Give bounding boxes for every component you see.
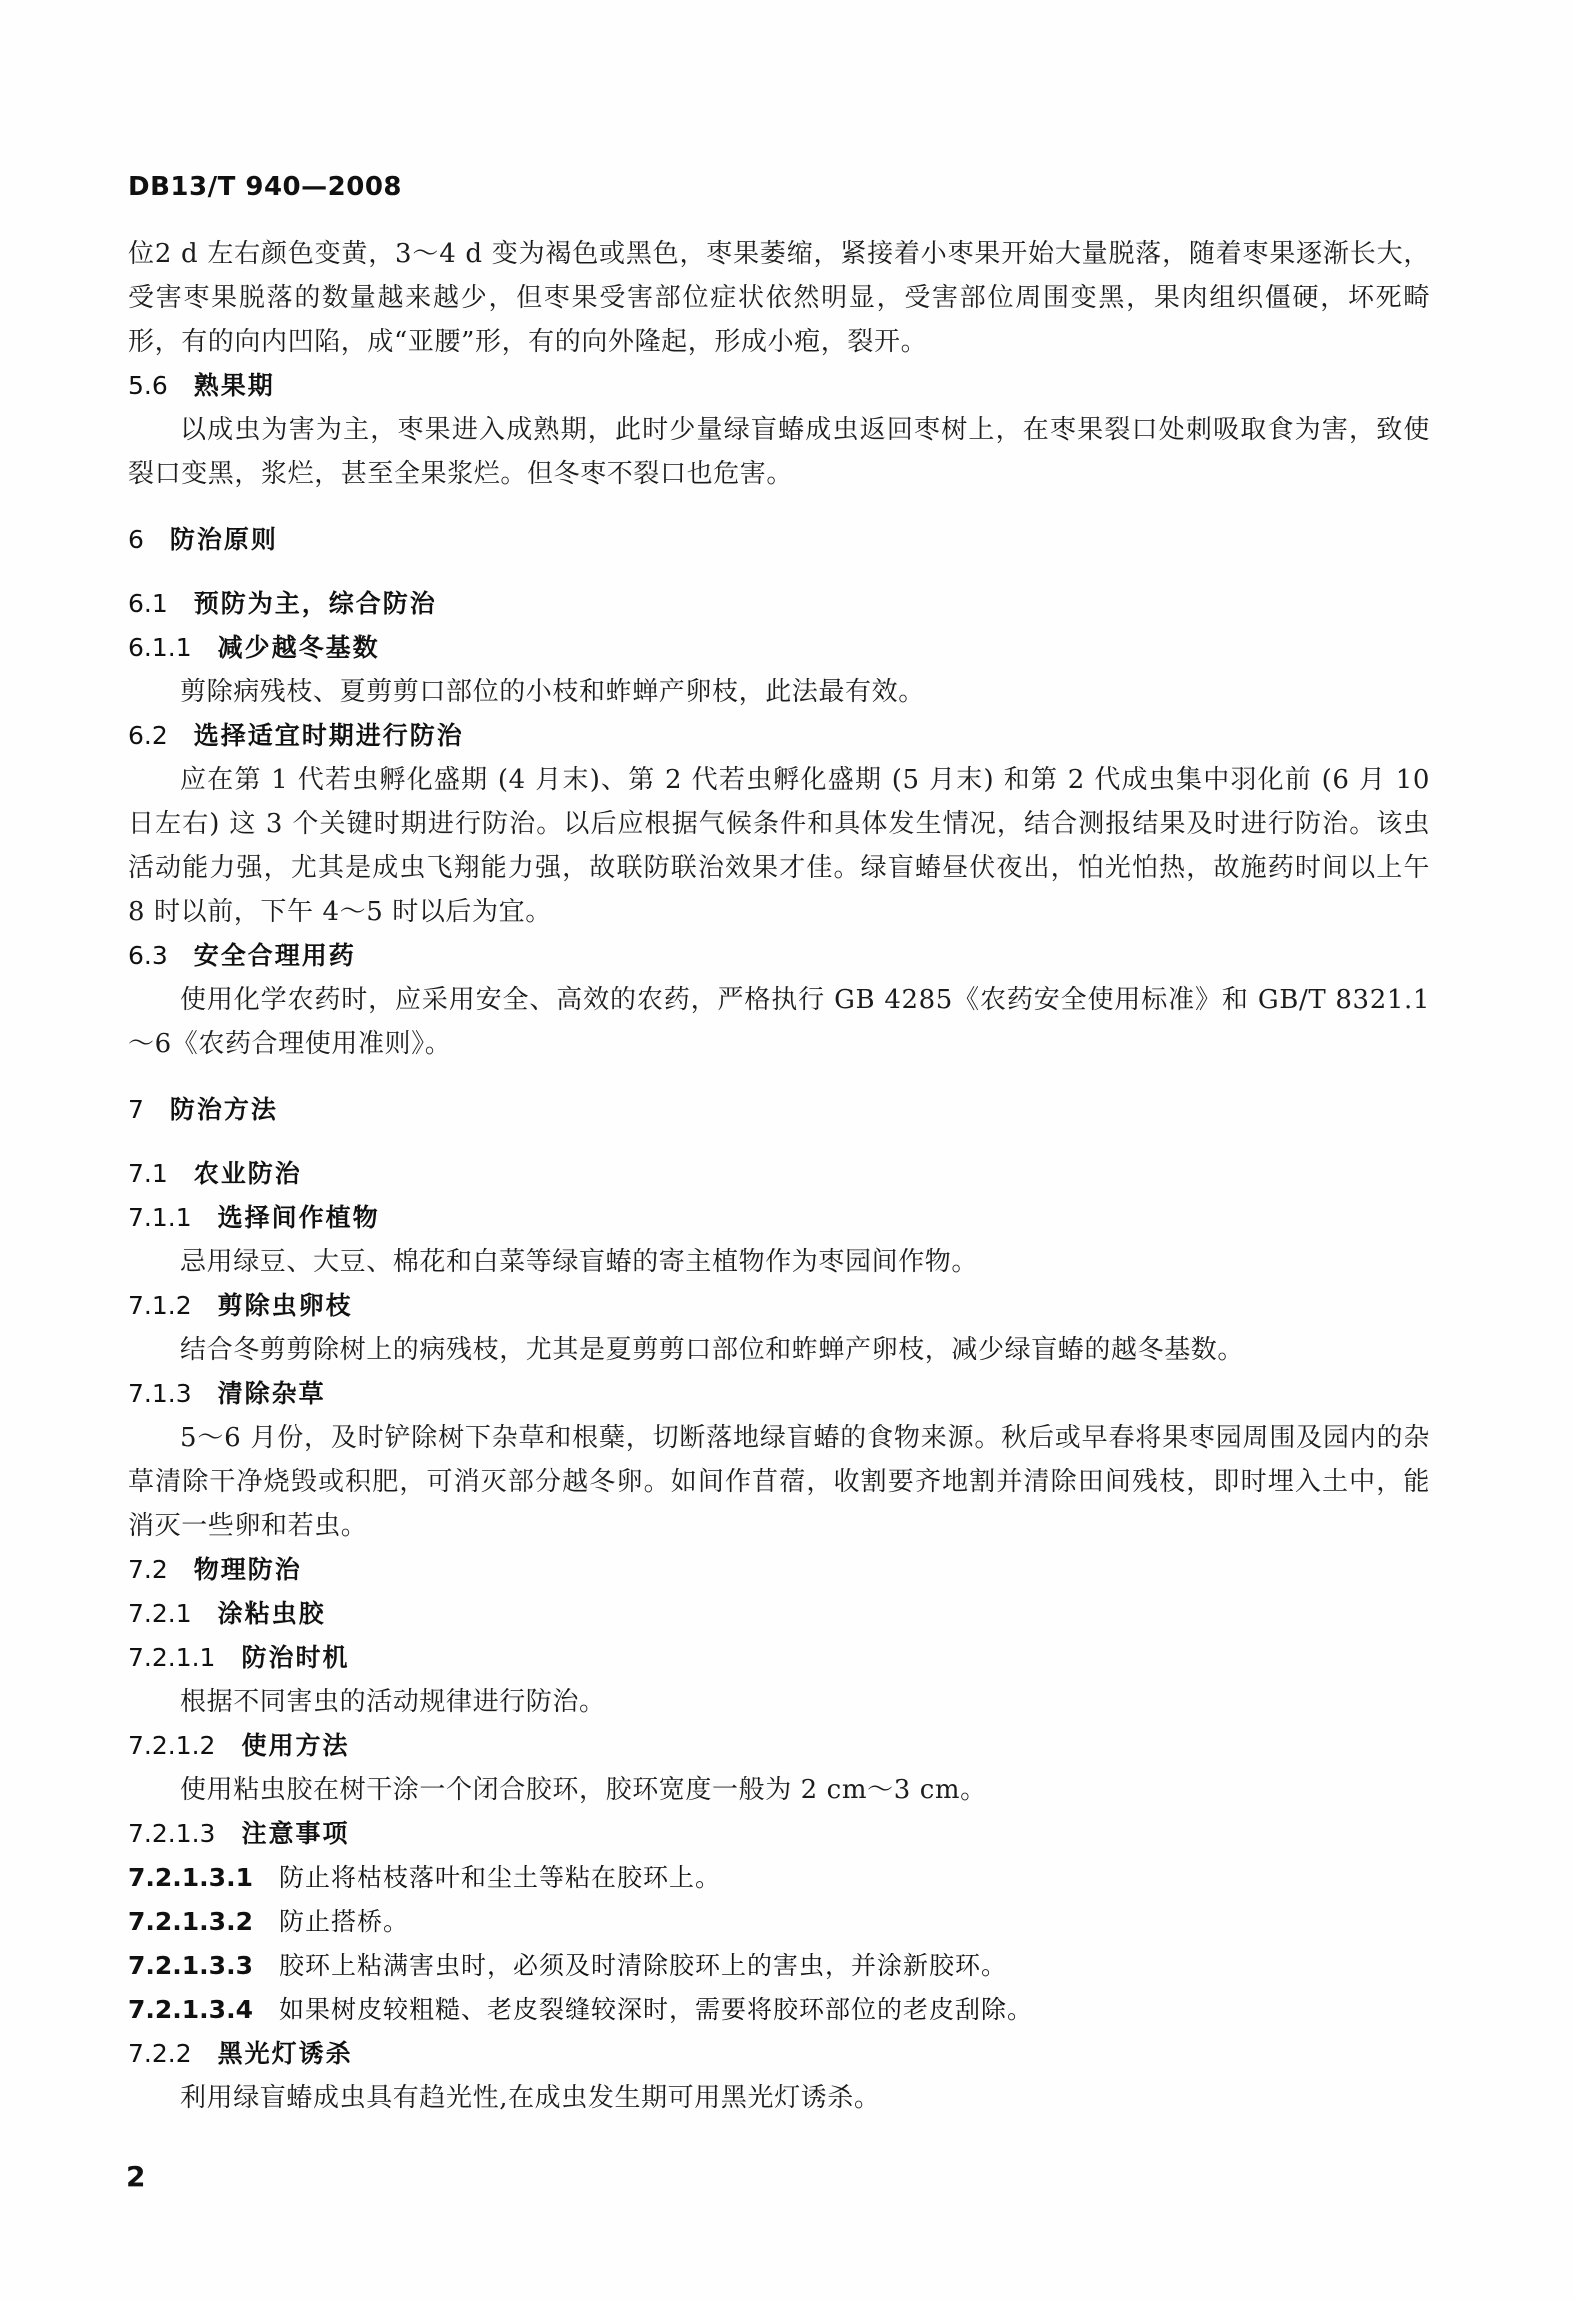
heading-number: 7.2.2 <box>128 2039 192 2068</box>
subsection-heading <box>128 626 1430 670</box>
subsection-heading <box>128 1988 1430 2032</box>
heading-title: 减少越冬基数 <box>217 633 380 662</box>
heading-number: 7.2 <box>128 1555 168 1584</box>
heading-number: 7.1.2 <box>128 1291 192 1320</box>
page-number: 2 <box>126 2160 146 2193</box>
subsection-heading <box>128 1856 1430 1900</box>
heading-number: 7.2.1.3 <box>128 1819 216 1848</box>
subsection-heading <box>128 1196 1430 1240</box>
heading-number: 6.3 <box>128 941 168 970</box>
heading-number: 7.2.1.2 <box>128 1731 216 1760</box>
paragraph: 利用绿盲蝽成虫具有趋光性,在成虫发生期可用黑光灯诱杀。 <box>180 2083 881 2113</box>
document-code: DB13/T 940—2008 <box>128 172 402 202</box>
subsection-heading <box>128 1548 1430 1592</box>
heading-number: 6.2 <box>128 721 168 750</box>
heading-number: 7.2.1.3.2 <box>128 1907 253 1936</box>
heading-title: 防治时机 <box>241 1643 350 1672</box>
heading-title: 预防为主，综合防治 <box>193 589 437 618</box>
heading-number: 6 <box>128 525 144 554</box>
subsection-heading <box>128 1944 1430 1988</box>
heading-number: 7.2.1 <box>128 1599 192 1628</box>
heading-title: 安全合理用药 <box>193 941 356 970</box>
heading-number: 7.2.1.3.3 <box>128 1951 253 1980</box>
heading-number: 7.2.1.3.4 <box>128 1995 253 2024</box>
heading-number: 6.1 <box>128 589 168 618</box>
heading-title: 剪除虫卵枝 <box>217 1291 353 1320</box>
paragraph: 剪除病残枝、夏剪剪口部位的小枝和蚱蝉产卵枝，此法最有效。 <box>180 677 925 707</box>
paragraph: 使用化学农药时，应采用安全、高效的农药，严格执行 GB 4285《农药安全使用标准》和 GB/T 8321.1～6《农药合理使用准则》。 <box>128 985 1430 1059</box>
subsection-heading <box>128 1372 1430 1416</box>
heading-title: 使用方法 <box>241 1731 350 1760</box>
subsection-heading <box>128 1636 1430 1680</box>
document-body <box>128 232 1430 2120</box>
paragraph: 根据不同害虫的活动规律进行防治。 <box>180 1687 606 1717</box>
heading-title: 胶环上粘满害虫时，必须及时清除胶环上的害虫，并涂新胶环。 <box>278 1951 1007 1980</box>
paragraph: 5～6 月份，及时铲除树下杂草和根蘖，切断落地绿盲蝽的食物来源。秋后或早春将果枣园周围及园内的杂草清除干净烧毁或积肥，可消灭部分越冬卵。如间作苜蓿，收割要齐地割并清除田间残枝，即时埋入土中，能消灭一些卵和若虫。 <box>128 1423 1430 1541</box>
paragraph: 忌用绿豆、大豆、棉花和白菜等绿盲蝽的寄主植物作为枣园间作物。 <box>180 1247 979 1277</box>
subsection-heading <box>128 582 1430 626</box>
heading-number: 5.6 <box>128 371 168 400</box>
heading-number: 7.2.1.1 <box>128 1643 216 1672</box>
heading-number: 7 <box>128 1095 144 1124</box>
heading-number: 6.1.1 <box>128 633 192 662</box>
subsection-heading <box>128 934 1430 978</box>
subsection-heading <box>128 1284 1430 1328</box>
section-heading <box>128 1088 1430 1132</box>
subsection-heading <box>128 714 1430 758</box>
heading-title: 选择间作植物 <box>217 1203 380 1232</box>
heading-number: 7.1 <box>128 1159 168 1188</box>
paragraph: 应在第 1 代若虫孵化盛期 (4 月末)、第 2 代若虫孵化盛期 (5 月末) 和第 2 代成虫集中羽化前 (6 月 10 日左右) 这 3 个关键时期进行防治。以后应根据气候条件和具体发生情况，结合测报结果及时进行防治。该虫活动能力强，尤其是成虫飞翔能力强，故联防联治效果才佳。绿盲蝽昼伏夜出，怕光怕热，故施药时间以上午 8 时以前，下午 4～5 时以后为宜。 <box>128 765 1430 927</box>
subsection-heading <box>128 1812 1430 1856</box>
heading-title: 防治方法 <box>169 1095 278 1124</box>
heading-title: 选择适宜时期进行防治 <box>193 721 464 750</box>
paragraph: 结合冬剪剪除树上的病残枝，尤其是夏剪剪口部位和蚱蝉产卵枝，减少绿盲蝽的越冬基数。 <box>180 1335 1245 1365</box>
subsection-heading <box>128 2032 1430 2076</box>
subsection-heading <box>128 1900 1430 1944</box>
heading-title: 注意事项 <box>241 1819 350 1848</box>
subsection-heading <box>128 1592 1430 1636</box>
subsection-heading <box>128 364 1430 408</box>
heading-title: 清除杂草 <box>217 1379 326 1408</box>
heading-number: 7.1.1 <box>128 1203 192 1232</box>
paragraph: 以成虫为害为主，枣果进入成熟期，此时少量绿盲蝽成虫返回枣树上，在枣果裂口处刺吸取食为害，致使裂口变黑，浆烂，甚至全果浆烂。但冬枣不裂口也危害。 <box>128 415 1430 489</box>
heading-title: 防止将枯枝落叶和尘土等粘在胶环上。 <box>278 1863 721 1892</box>
heading-number: 7.2.1.3.1 <box>128 1863 253 1892</box>
subsection-heading <box>128 1724 1430 1768</box>
subsection-heading <box>128 1152 1430 1196</box>
heading-title: 黑光灯诱杀 <box>217 2039 353 2068</box>
heading-title: 防止搭桥。 <box>278 1907 409 1936</box>
paragraph: 位2 d 左右颜色变黄，3～4 d 变为褐色或黑色，枣果萎缩，紧接着小枣果开始大量脱落，随着枣果逐渐长大，受害枣果脱落的数量越来越少，但枣果受害部位症状依然明显，受害部位周围变黑，果肉组织僵硬，坏死畸形，有的向内凹陷，成“亚腰”形，有的向外隆起，形成小疱，裂开。 <box>128 239 1430 357</box>
heading-title: 防治原则 <box>169 525 278 554</box>
heading-title: 农业防治 <box>193 1159 302 1188</box>
paragraph: 使用粘虫胶在树干涂一个闭合胶环，胶环宽度一般为 2 cm～3 cm。 <box>180 1775 987 1805</box>
heading-number: 7.1.3 <box>128 1379 192 1408</box>
heading-title: 熟果期 <box>193 371 275 400</box>
heading-title: 如果树皮较粗糙、老皮裂缝较深时，需要将胶环部位的老皮刮除。 <box>278 1995 1033 2024</box>
heading-title: 涂粘虫胶 <box>217 1599 326 1628</box>
section-heading <box>128 518 1430 562</box>
heading-title: 物理防治 <box>193 1555 302 1584</box>
